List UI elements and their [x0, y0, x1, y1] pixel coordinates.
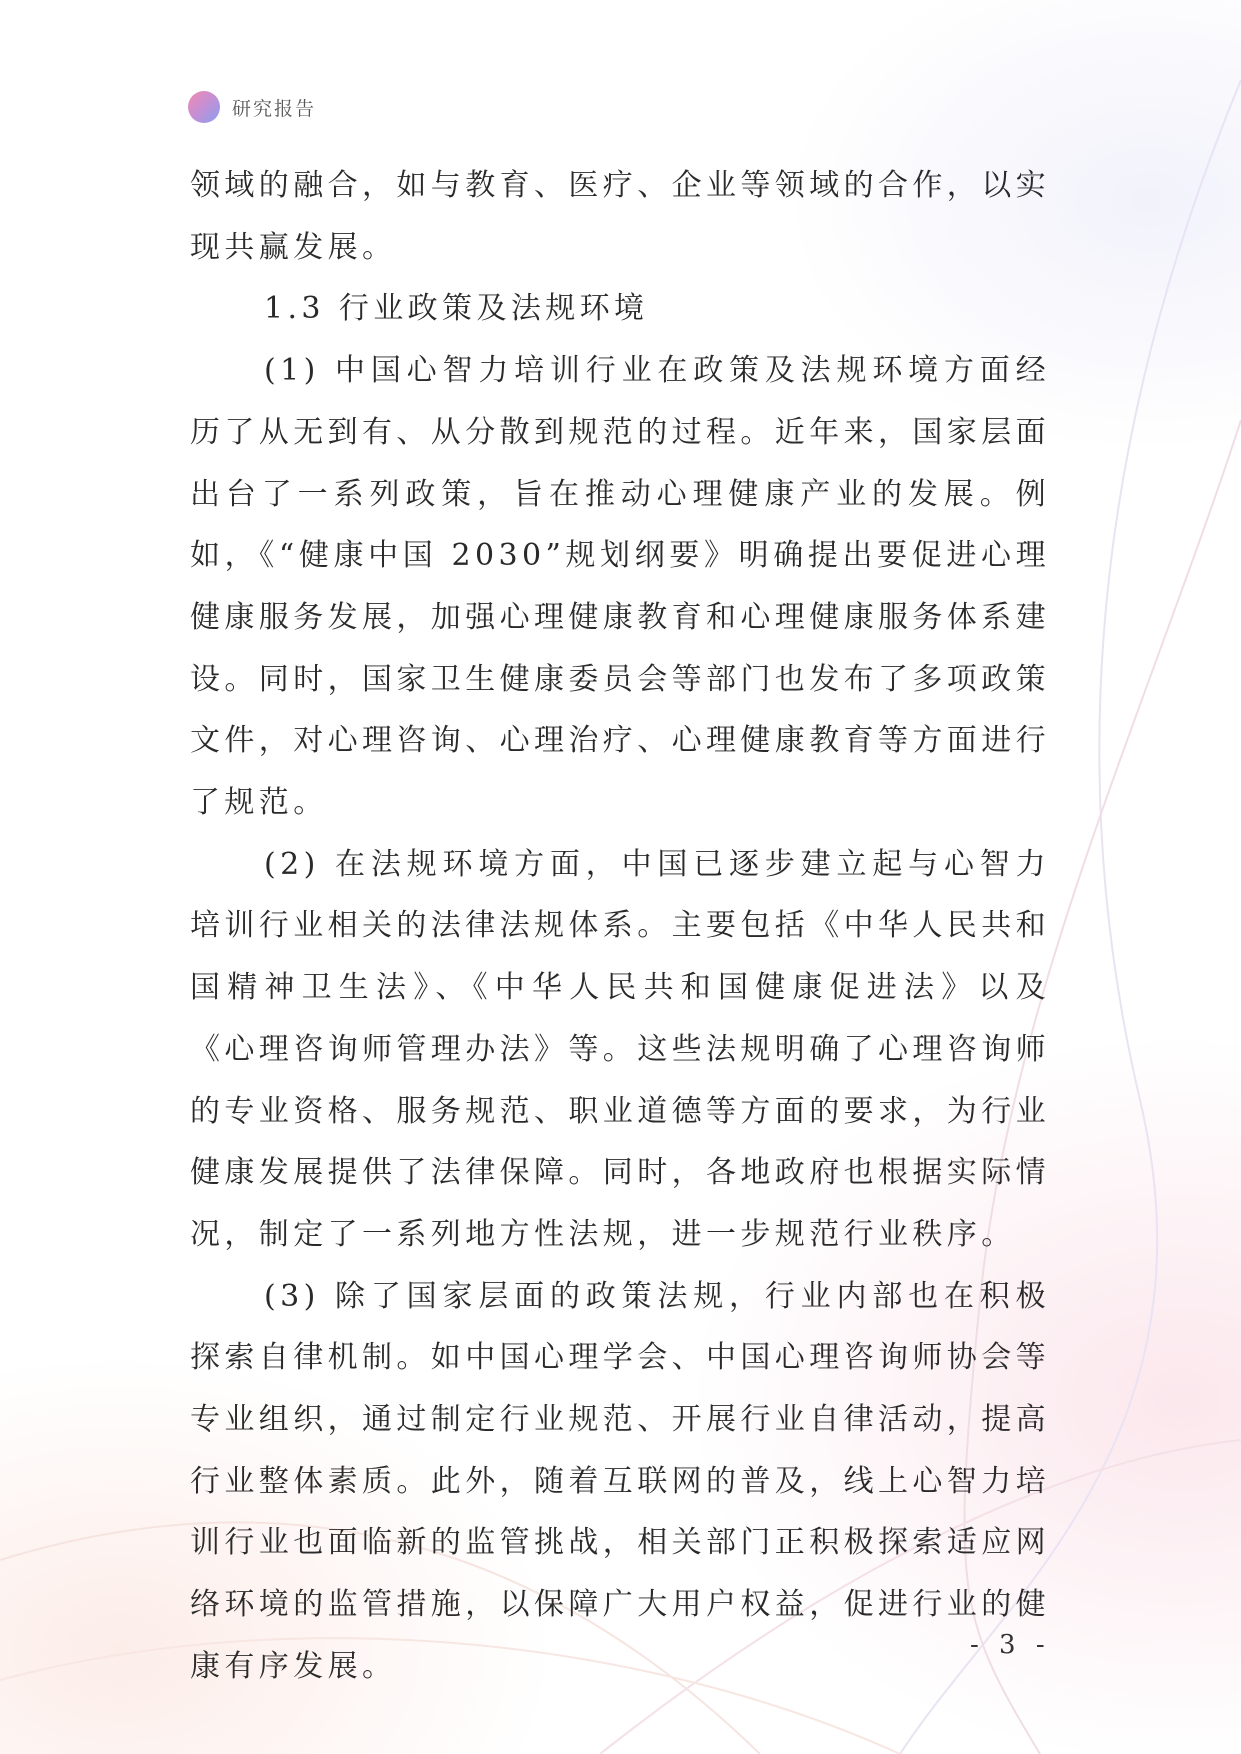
- body-text: [190, 155, 1050, 1698]
- paragraph-3: (3) 除了国家层面的政策法规，行业内部也在积极探索自律机制。如中国心理学会、中国心理咨询师协会等专业组织，通过制定行业规范、开展行业自律活动，提高行业整体素质。此外，随着互联网的普及，线上心智力培训行业也面临新的监管挑战，相关部门正积极探索适应网络环境的监管措施，以保障广大用户权益，促进行业的健康有序发展。: [190, 1278, 1050, 1684]
- report-header: [188, 90, 316, 124]
- continuation-paragraph: 领域的融合，如与教育、医疗、企业等领域的合作，以实现共赢发展。: [190, 168, 1050, 265]
- header-title: 研究报告: [232, 97, 317, 120]
- paragraph-2: (2) 在法规环境方面，中国已逐步建立起与心智力培训行业相关的法律法规体系。主要包括《中华人民共和国精神卫生法》、《中华人民共和国健康促进法》以及《心理咨询师管理办法》等。这些法规明确了心理咨询师的专业资格、服务规范、职业道德等方面的要求，为行业健康发展提供了法律保障。同时，各地政府也根据实际情况，制定了一系列地方性法规，进一步规范行业秩序。: [190, 846, 1050, 1252]
- page-number: - 3 -: [970, 1630, 1051, 1660]
- paragraph-1: (1) 中国心智力培训行业在政策及法规环境方面经历了从无到有、从分散到规范的过程。近年来，国家层面出台了一系列政策，旨在推动心理健康产业的发展。例如，《“健康中国 2030”规划纲要》明确提出要促进心理健康服务发展，加强心理健康教育和心理健康服务体系建设。同时，国家卫生健康委员会等部门也发布了多项政策文件，对心理咨询、心理治疗、心理健康教育等方面进行了规范。: [190, 353, 1050, 821]
- logo-icon: [188, 91, 220, 123]
- section-heading: 1.3 行业政策及法规环境: [264, 291, 649, 327]
